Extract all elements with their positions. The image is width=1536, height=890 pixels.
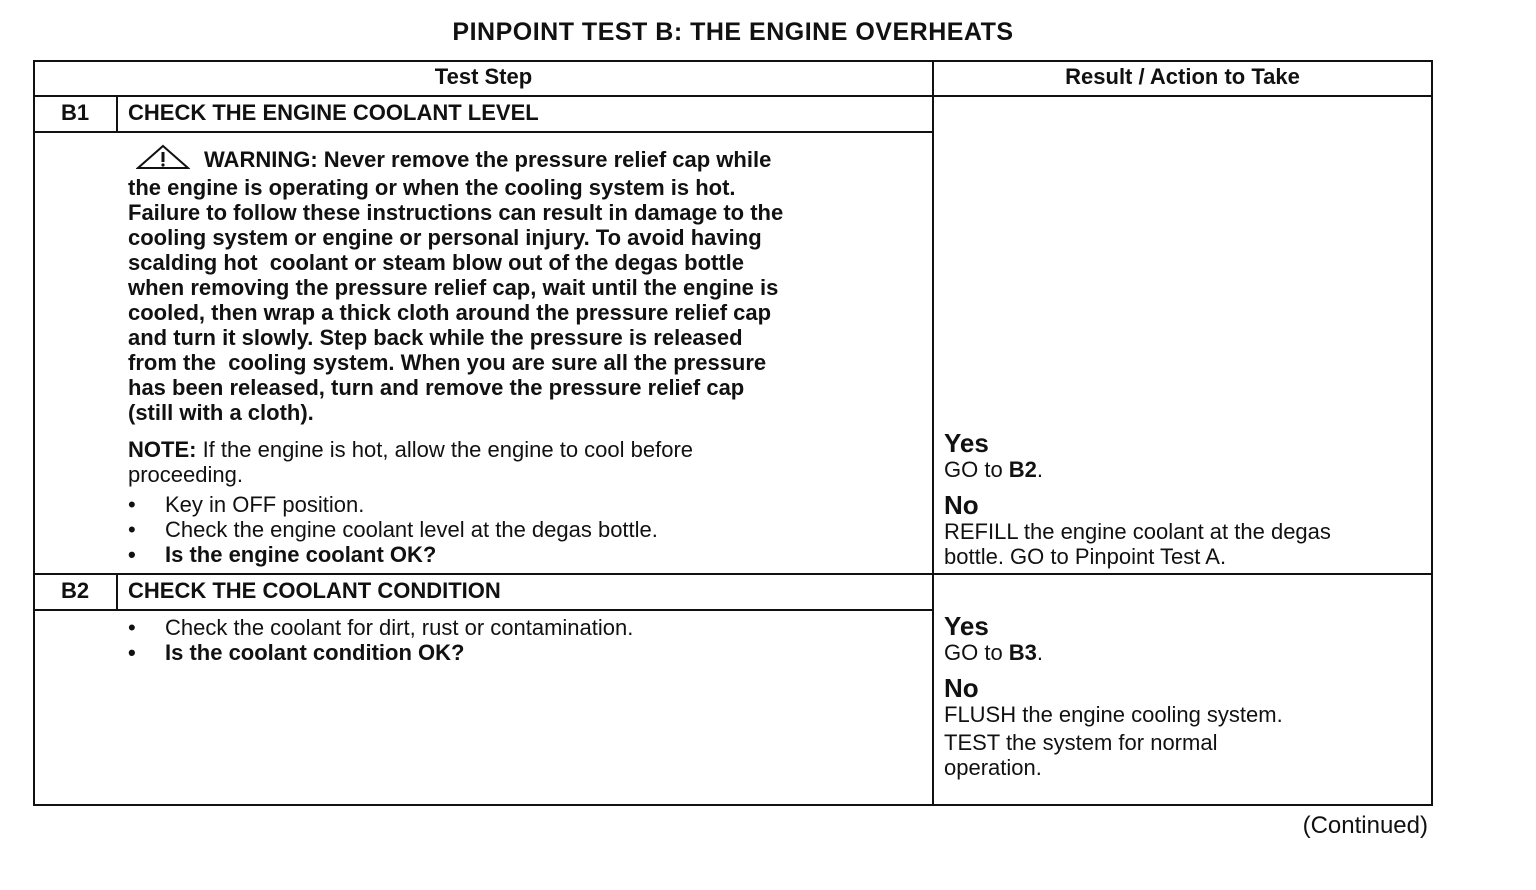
list-item — [128, 542, 928, 567]
bullet-icon: • — [128, 492, 136, 517]
warning-block — [128, 144, 928, 425]
header-divider — [33, 95, 1433, 97]
step-id-b1: B1 — [60, 100, 90, 125]
yes-action-target: B3 — [1008, 640, 1037, 665]
step-id-b2: B2 — [60, 578, 90, 603]
list-item — [128, 492, 928, 517]
yes-action-target: B2 — [1008, 457, 1037, 482]
list-item-text: Is the engine coolant OK? — [165, 542, 437, 567]
note-text: proceeding. — [128, 462, 243, 487]
warning-line — [128, 144, 928, 175]
list-item-text: Key in OFF position. — [165, 492, 365, 517]
step-title-b2: CHECK THE COOLANT CONDITION — [128, 578, 501, 603]
b2-title-divider — [33, 609, 933, 611]
yes-action-suffix: . — [1036, 640, 1044, 665]
warning-text-line: (still with a cloth). — [128, 400, 314, 425]
warning-text-line: when removing the pressure relief cap, wait until the engine is — [128, 275, 779, 300]
warning-text-line: from the cooling system. When you are sure all the pressure — [128, 350, 767, 375]
no-action-line: operation. — [944, 755, 1042, 780]
b1-id-divider — [116, 95, 118, 132]
warning-text-line: Failure to follow these instructions can result in damage to the — [128, 200, 784, 225]
note-text: If the engine is hot, allow the engine to cool before — [196, 437, 694, 462]
warning-text-line: WARNING: Never remove the pressure relief cap while — [204, 147, 772, 172]
list-item-text: Is the coolant condition OK? — [165, 640, 465, 665]
note-block — [128, 437, 928, 487]
yes-action — [944, 640, 1424, 665]
b2-id-divider — [116, 573, 118, 610]
no-action-line: REFILL the engine coolant at the degas — [944, 519, 1331, 544]
yes-label: Yes — [944, 428, 989, 458]
warning-text-line: cooled, then wrap a thick cloth around the pressure relief cap — [128, 300, 772, 325]
no-action-line: bottle. GO to Pinpoint Test A. — [944, 544, 1227, 569]
no-label: No — [944, 490, 979, 520]
warning-text-line: has been released, turn and remove the pressure relief cap — [128, 375, 745, 400]
list-item — [128, 615, 928, 640]
list-item-text: Check the coolant for dirt, rust or contamination. — [165, 615, 634, 640]
list-item — [128, 517, 928, 542]
bullet-icon: • — [128, 640, 136, 665]
b2-bullet-list — [128, 615, 928, 665]
b1-b2-divider — [33, 573, 1433, 575]
b1-title-divider — [33, 131, 933, 133]
column-divider — [932, 60, 934, 806]
bullet-icon: • — [128, 615, 136, 640]
bullet-icon: • — [128, 542, 136, 567]
warning-text-line: and turn it slowly. Step back while the pressure is released — [128, 325, 743, 350]
b2-result-action — [944, 612, 1424, 780]
note-label: NOTE: — [128, 437, 197, 462]
list-item — [128, 640, 928, 665]
warning-text-line: the engine is operating or when the cooling system is hot. — [128, 175, 736, 200]
yes-action-suffix: . — [1036, 457, 1044, 482]
step-title-b1: CHECK THE ENGINE COOLANT LEVEL — [128, 100, 539, 125]
column-header-test-step: Test Step — [434, 64, 533, 89]
continued-label: (Continued) — [1302, 812, 1428, 839]
warning-triangle-icon — [136, 144, 190, 175]
yes-action — [944, 457, 1424, 482]
warning-text-line: scalding hot coolant or steam blow out of the degas bottle — [128, 250, 745, 275]
page-title: PINPOINT TEST B: THE ENGINE OVERHEATS — [452, 18, 1014, 46]
column-header-result-action: Result / Action to Take — [1065, 64, 1300, 89]
b1-bullet-list — [128, 492, 928, 567]
b1-result-action — [944, 429, 1424, 569]
bullet-icon: • — [128, 517, 136, 542]
yes-action-text: GO to — [944, 640, 1009, 665]
no-label: No — [944, 673, 979, 703]
yes-action-text: GO to — [944, 457, 1009, 482]
warning-text-line: cooling system or engine or personal injury. To avoid having — [128, 225, 762, 250]
list-item-text: Check the engine coolant level at the degas bottle. — [165, 517, 658, 542]
no-action-line: FLUSH the engine cooling system. — [944, 702, 1283, 727]
no-action-line: TEST the system for normal — [944, 730, 1218, 755]
yes-label: Yes — [944, 611, 989, 641]
